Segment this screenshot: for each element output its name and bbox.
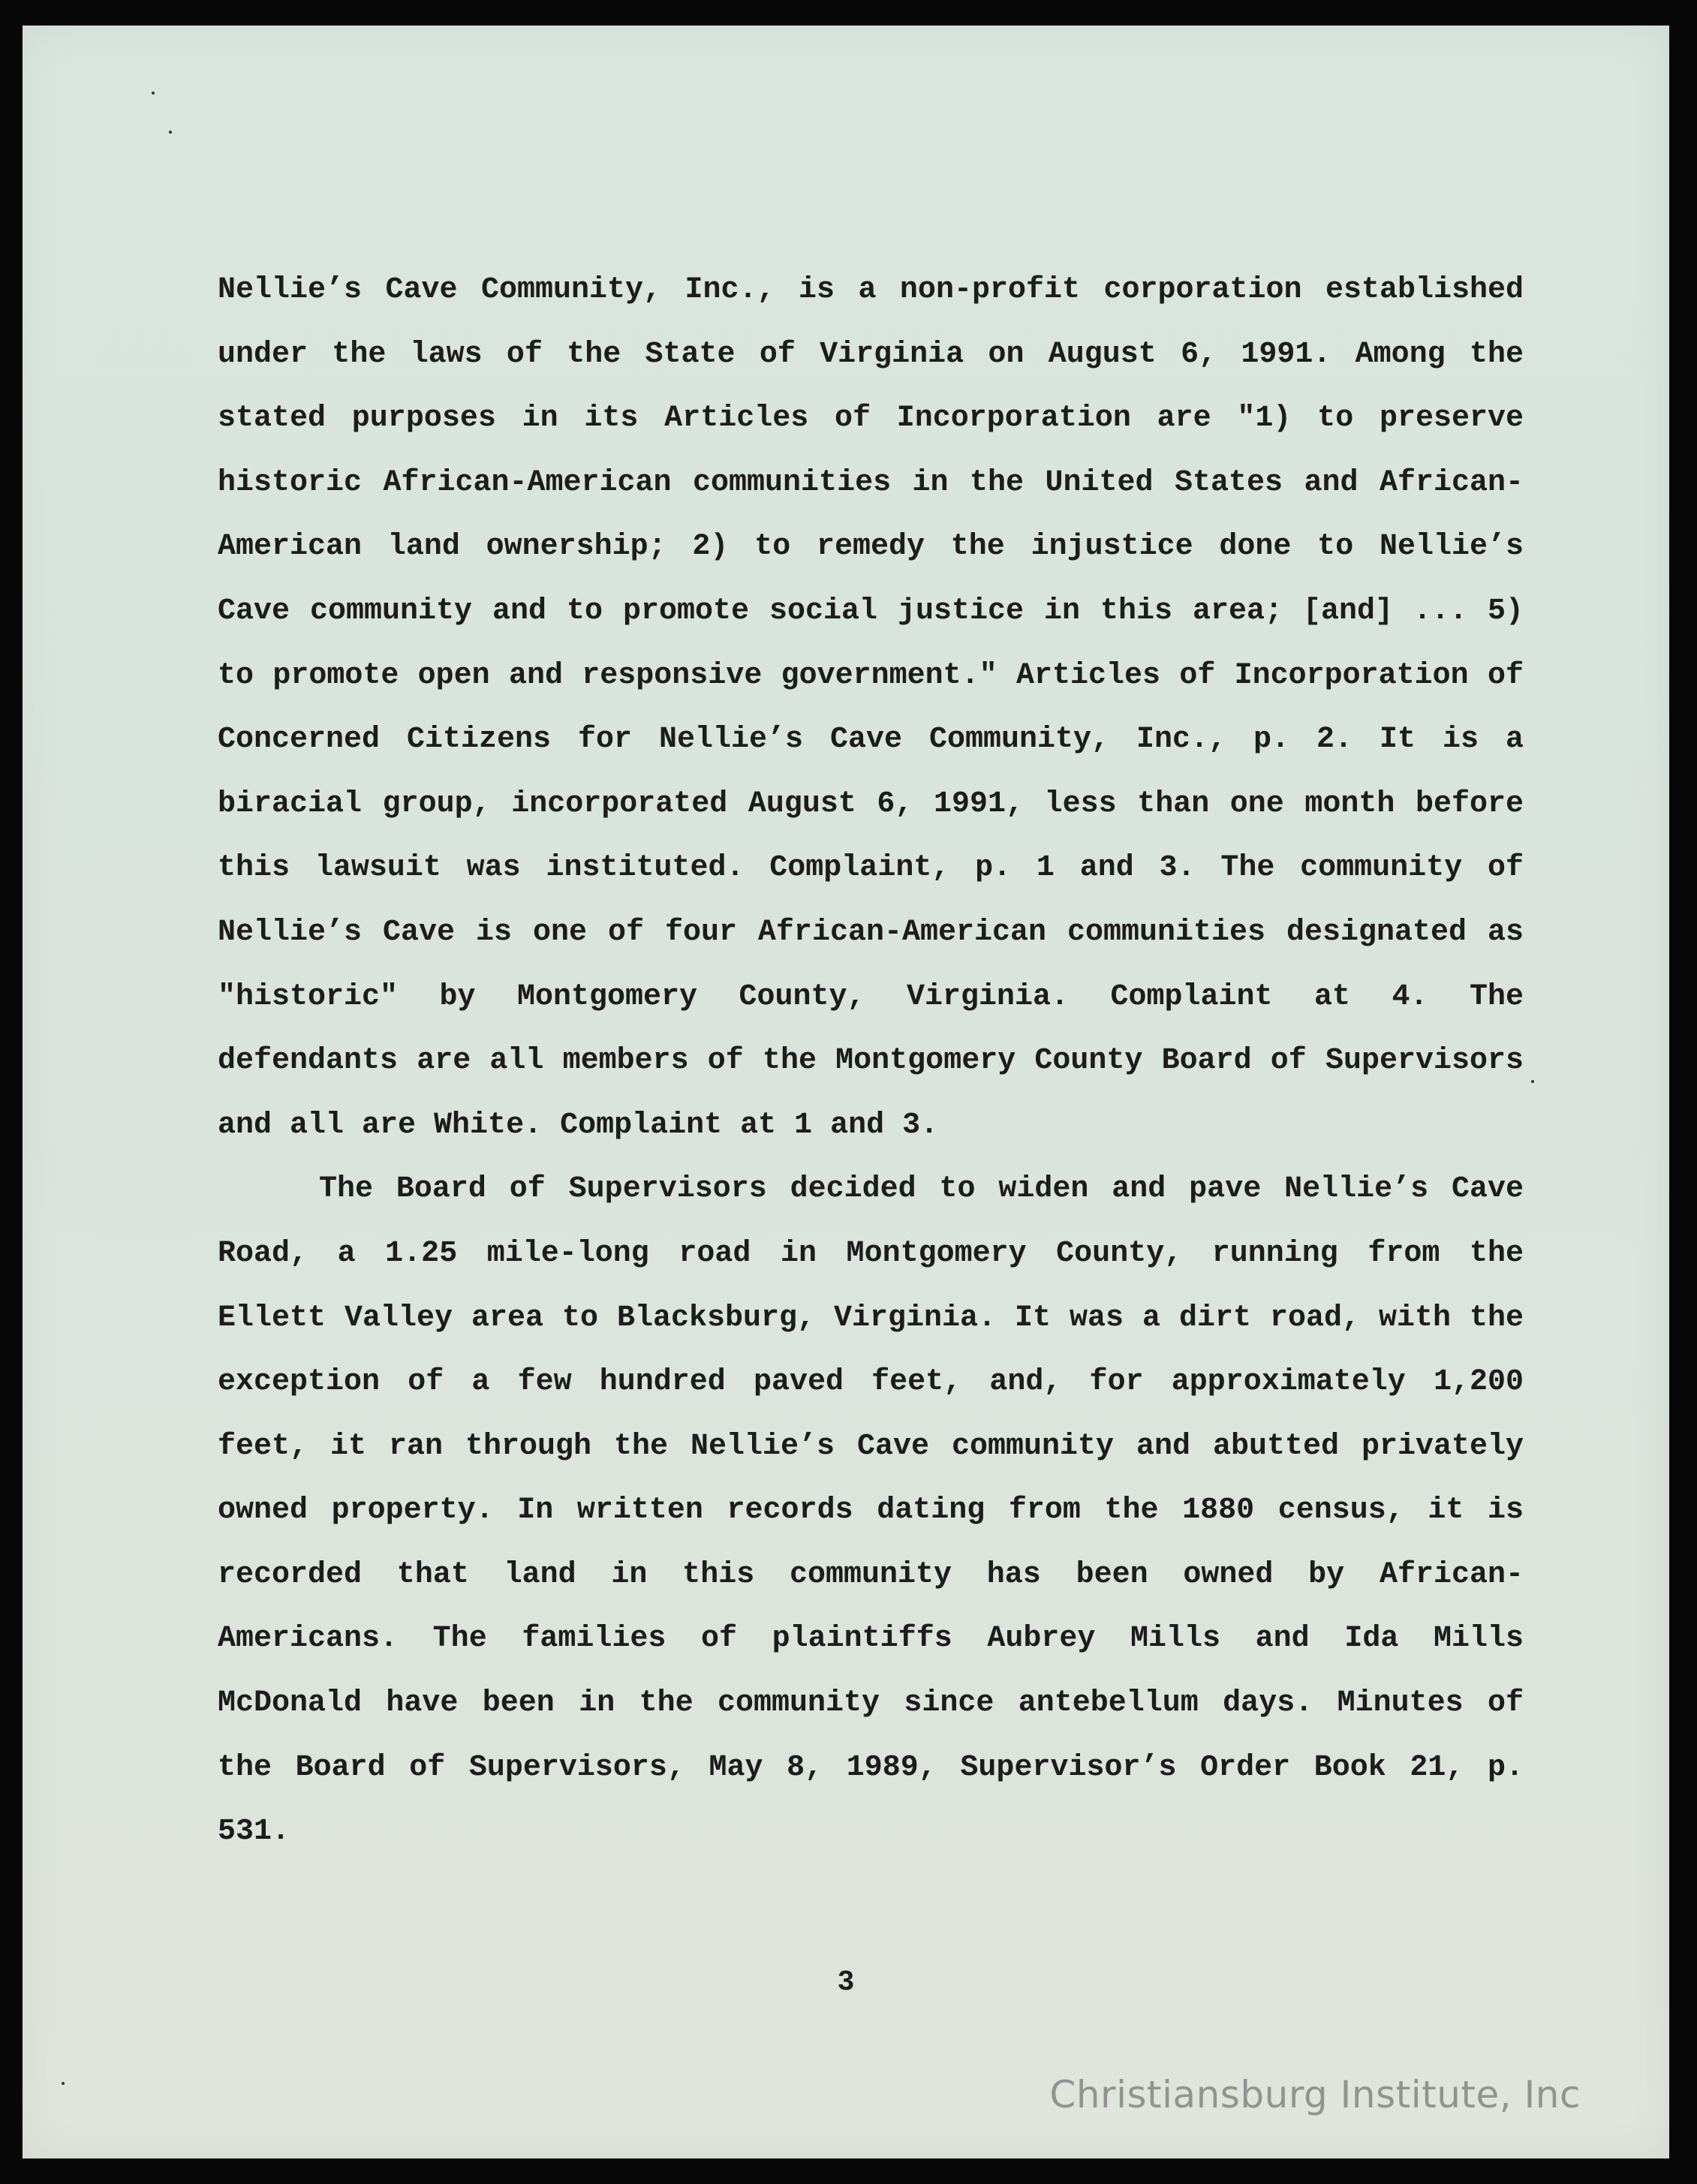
page-number: 3 <box>837 1966 855 1999</box>
paragraph-2: The Board of Supervisors decided to widen and pave Nellie’s Cave Road, a 1.25 mile-long road in Montgomery County, running from the Ellett Valley area to Blacksburg, Virginia. It was a dirt road, with the exception of a few hundred paved feet, and, for approximately 1,200 feet, it ran through the Nellie’s Cave community and abutted privately owned property. In written records dating from the 1880 census, it is recorded that land in this community has been owned by African-Americans. The families of plaintiffs Aubrey Mills and Ida Mills McDonald have been in the community since antebellum days. Minutes of the Board of Supervisors, May 8, 1989, Supervisor’s Order Book 21, p. 531. <box>218 1172 1524 1849</box>
paragraph-1: Nellie’s Cave Community, Inc., is a non-profit corporation established under the laws of the State of Virginia on August 6, 1991. Among the stated purposes in its Articles of Incorporation are "1) to preserve historic African-American communities in the United States and African-American land ownership; 2) to remedy the injustice done to Nellie’s Cave community and to promote social justice in this area; [and] ... 5) to promote open and responsive government." Articles of Incorporation of Concerned Citizens for Nellie’s Cave Community, Inc., p. 2. It is a biracial group, incorporated August 6, 1991, less than one month before this lawsuit was instituted. Complaint, p. 1 and 3. The community of Nellie’s Cave is one of four African-American communities designated as "historic" by Montgomery County, Virginia. Complaint at 4. The defendants are all members of the Montgomery County Board of Supervisors and all are White. Complaint at 1 and 3. <box>218 273 1524 1142</box>
watermark: Christiansburg Institute, Inc <box>1049 2073 1581 2116</box>
paper-speck <box>152 92 155 95</box>
body-text <box>218 258 1524 1864</box>
paper-speck <box>62 2082 65 2085</box>
paper-speck <box>169 131 172 134</box>
document-page <box>23 26 1669 2158</box>
paper-speck <box>1531 1080 1534 1083</box>
